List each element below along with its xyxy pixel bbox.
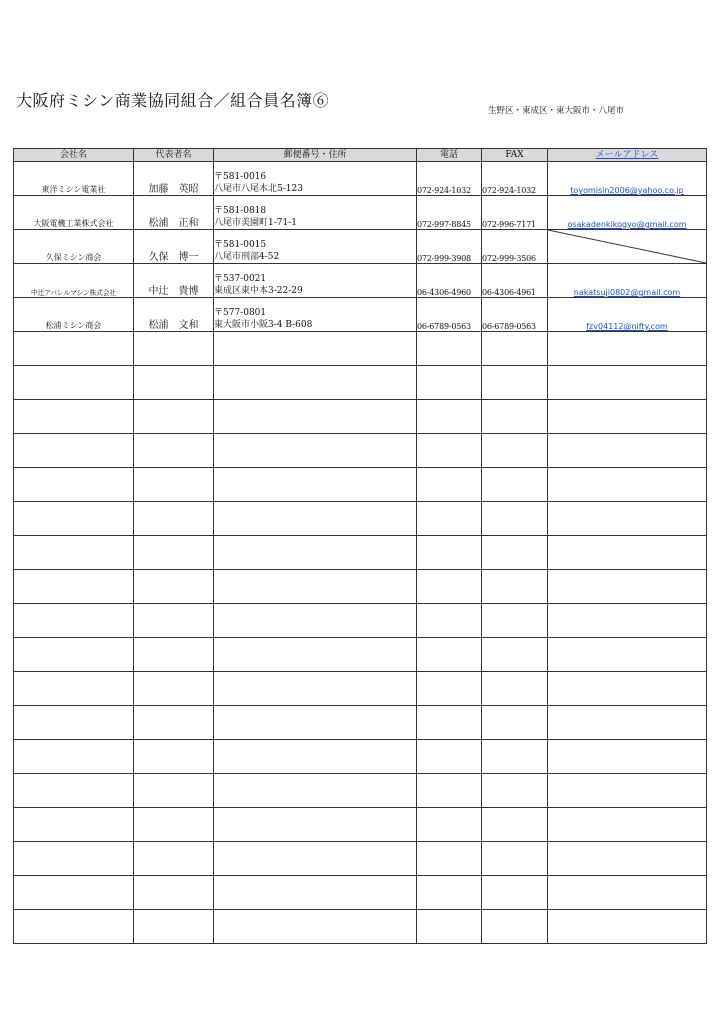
empty-cell xyxy=(14,638,134,672)
email-link[interactable]: fzv04112@nifty.com xyxy=(586,322,668,331)
empty-cell xyxy=(482,740,548,774)
email-cell xyxy=(548,298,707,332)
empty-cell xyxy=(134,604,214,638)
empty-cell xyxy=(482,536,548,570)
table-row xyxy=(14,230,707,264)
empty-cell xyxy=(214,434,417,468)
empty-cell xyxy=(214,774,417,808)
company-name: 久保ミシン商会 xyxy=(14,230,134,264)
empty-cell xyxy=(482,434,548,468)
empty-cell xyxy=(417,672,482,706)
empty-cell xyxy=(214,672,417,706)
representative-name: 加藤 英昭 xyxy=(134,162,214,196)
empty-cell xyxy=(134,434,214,468)
empty-cell xyxy=(548,400,707,434)
empty-cell xyxy=(482,842,548,876)
empty-cell xyxy=(134,740,214,774)
street-address: 八尾市美園町1-71-1 xyxy=(214,218,297,228)
empty-cell xyxy=(417,536,482,570)
address-cell xyxy=(214,162,417,196)
company-name: 東洋ミシン電業社 xyxy=(14,162,134,196)
empty-cell xyxy=(14,332,134,366)
empty-cell xyxy=(134,502,214,536)
address-cell xyxy=(214,298,417,332)
empty-cell xyxy=(548,434,707,468)
empty-cell xyxy=(482,808,548,842)
empty-cell xyxy=(14,502,134,536)
empty-cell xyxy=(417,468,482,502)
empty-cell xyxy=(134,536,214,570)
empty-cell xyxy=(548,604,707,638)
empty-table-row xyxy=(14,366,707,400)
empty-cell xyxy=(214,910,417,944)
empty-cell xyxy=(417,808,482,842)
empty-cell xyxy=(14,706,134,740)
empty-table-row xyxy=(14,876,707,910)
empty-cell xyxy=(417,502,482,536)
empty-cell xyxy=(214,876,417,910)
empty-cell xyxy=(134,808,214,842)
table-row xyxy=(14,196,707,230)
empty-cell xyxy=(482,774,548,808)
fax-number: 072-999-3506 xyxy=(482,230,548,264)
empty-cell xyxy=(417,706,482,740)
empty-cell xyxy=(482,400,548,434)
email-cell xyxy=(548,196,707,230)
empty-cell xyxy=(482,332,548,366)
empty-cell xyxy=(548,706,707,740)
empty-cell xyxy=(214,842,417,876)
fax-number: 06-6789-0563 xyxy=(482,298,548,332)
fax-number: 06-4306-4961 xyxy=(482,264,548,298)
empty-cell xyxy=(214,808,417,842)
representative-name: 松浦 文和 xyxy=(134,298,214,332)
empty-table-row xyxy=(14,842,707,876)
empty-cell xyxy=(417,876,482,910)
empty-cell xyxy=(14,434,134,468)
empty-cell xyxy=(134,910,214,944)
phone-number: 072-924-1032 xyxy=(417,162,482,196)
empty-cell xyxy=(134,400,214,434)
empty-cell xyxy=(548,638,707,672)
street-address: 東成区東中本3-22-29 xyxy=(214,286,303,296)
empty-cell xyxy=(548,842,707,876)
empty-cell xyxy=(548,808,707,842)
empty-cell xyxy=(548,502,707,536)
empty-cell xyxy=(417,400,482,434)
empty-cell xyxy=(14,808,134,842)
empty-table-row xyxy=(14,774,707,808)
diagonal-slash-line xyxy=(548,230,706,263)
address-cell xyxy=(214,196,417,230)
empty-cell xyxy=(417,366,482,400)
empty-cell xyxy=(14,876,134,910)
empty-cell xyxy=(417,604,482,638)
empty-cell xyxy=(214,502,417,536)
company-name: 中辻アパレルマシン株式会社 xyxy=(14,264,134,298)
phone-number: 072-997-8845 xyxy=(417,196,482,230)
representative-name: 久保 博一 xyxy=(134,230,214,264)
empty-cell xyxy=(482,638,548,672)
empty-cell xyxy=(548,876,707,910)
empty-cell xyxy=(214,638,417,672)
header-company: 会社名 xyxy=(14,149,134,162)
empty-cell xyxy=(548,740,707,774)
empty-cell xyxy=(14,910,134,944)
empty-table-row xyxy=(14,332,707,366)
empty-cell xyxy=(134,366,214,400)
empty-cell xyxy=(214,366,417,400)
empty-cell xyxy=(14,672,134,706)
empty-cell xyxy=(482,672,548,706)
empty-cell xyxy=(214,468,417,502)
empty-cell xyxy=(14,774,134,808)
fax-number: 072-924-1032 xyxy=(482,162,548,196)
empty-cell xyxy=(134,468,214,502)
empty-cell xyxy=(14,740,134,774)
empty-cell xyxy=(482,366,548,400)
empty-cell xyxy=(134,638,214,672)
empty-cell xyxy=(134,842,214,876)
header-phone: 電話 xyxy=(417,149,482,162)
empty-cell xyxy=(548,774,707,808)
empty-cell xyxy=(214,706,417,740)
table-row xyxy=(14,298,707,332)
empty-cell xyxy=(482,468,548,502)
empty-cell xyxy=(417,910,482,944)
empty-cell xyxy=(134,672,214,706)
postal-code: 〒581-0015 xyxy=(214,240,267,250)
empty-cell xyxy=(417,638,482,672)
document-subtitle: 生野区・東成区・東大阪市・八尾市 xyxy=(488,106,625,116)
empty-table-row xyxy=(14,468,707,502)
email-cell xyxy=(548,162,707,196)
empty-cell xyxy=(482,570,548,604)
header-address: 郵便番号・住所 xyxy=(214,149,417,162)
document-title: 大阪府ミシン商業協同組合／組合員名簿⑥ xyxy=(16,91,330,110)
address-cell xyxy=(214,230,417,264)
header-fax: FAX xyxy=(482,149,548,162)
postal-code: 〒581-0818 xyxy=(214,206,267,216)
empty-cell xyxy=(482,502,548,536)
empty-cell xyxy=(482,706,548,740)
empty-table-row xyxy=(14,536,707,570)
empty-cell xyxy=(417,332,482,366)
empty-cell xyxy=(14,536,134,570)
company-name: 松浦ミシン商会 xyxy=(14,298,134,332)
empty-table-row xyxy=(14,502,707,536)
empty-cell xyxy=(548,468,707,502)
empty-cell xyxy=(134,876,214,910)
table-row xyxy=(14,162,707,196)
table-header-row xyxy=(14,149,707,162)
representative-name: 中辻 貴博 xyxy=(134,264,214,298)
street-address: 八尾市八尾木北5-123 xyxy=(214,184,303,194)
empty-cell xyxy=(548,910,707,944)
company-name: 大阪電機工業株式会社 xyxy=(14,196,134,230)
empty-cell xyxy=(417,740,482,774)
empty-cell xyxy=(417,434,482,468)
empty-cell xyxy=(14,400,134,434)
postal-code: 〒537-0021 xyxy=(214,274,267,284)
empty-cell xyxy=(482,604,548,638)
empty-table-row xyxy=(14,604,707,638)
table-row xyxy=(14,264,707,298)
email-cell xyxy=(548,264,707,298)
empty-table-row xyxy=(14,808,707,842)
empty-cell xyxy=(14,604,134,638)
empty-cell xyxy=(134,332,214,366)
empty-cell xyxy=(214,332,417,366)
email-cell-empty xyxy=(548,230,707,264)
empty-cell xyxy=(417,842,482,876)
empty-cell xyxy=(417,570,482,604)
empty-table-row xyxy=(14,672,707,706)
empty-cell xyxy=(14,842,134,876)
header-representative: 代表者名 xyxy=(134,149,214,162)
empty-table-row xyxy=(14,400,707,434)
empty-cell xyxy=(214,400,417,434)
empty-cell xyxy=(214,740,417,774)
empty-cell xyxy=(134,706,214,740)
postal-code: 〒581-0016 xyxy=(214,172,267,182)
empty-cell xyxy=(417,774,482,808)
header-email: メールアドレス xyxy=(548,149,707,162)
email-link[interactable]: toyomisin2006@yahoo.co.jp xyxy=(570,186,684,195)
empty-table-row xyxy=(14,638,707,672)
representative-name: 松浦 正和 xyxy=(134,196,214,230)
empty-cell xyxy=(214,570,417,604)
empty-cell xyxy=(548,672,707,706)
empty-cell xyxy=(14,366,134,400)
empty-cell xyxy=(482,876,548,910)
street-address: 八尾市刑部4-52 xyxy=(214,252,280,262)
phone-number: 06-6789-0563 xyxy=(417,298,482,332)
empty-table-row xyxy=(14,740,707,774)
empty-table-row xyxy=(14,910,707,944)
phone-number: 072-999-3908 xyxy=(417,230,482,264)
fax-number: 072-996-7171 xyxy=(482,196,548,230)
empty-cell xyxy=(548,536,707,570)
phone-number: 06-4306-4960 xyxy=(417,264,482,298)
empty-cell xyxy=(548,570,707,604)
empty-cell xyxy=(134,774,214,808)
empty-cell xyxy=(14,570,134,604)
address-cell xyxy=(214,264,417,298)
empty-table-row xyxy=(14,434,707,468)
postal-code: 〒577-0801 xyxy=(214,308,267,318)
member-roster-table xyxy=(13,148,707,944)
empty-table-row xyxy=(14,706,707,740)
empty-cell xyxy=(214,536,417,570)
empty-cell xyxy=(214,604,417,638)
empty-cell xyxy=(548,366,707,400)
street-address: 東大阪市小阪3-4 B-608 xyxy=(214,320,313,330)
empty-cell xyxy=(134,570,214,604)
email-link[interactable]: osakadenkikogyo@gmail.com xyxy=(567,220,687,229)
empty-cell xyxy=(548,332,707,366)
empty-table-row xyxy=(14,570,707,604)
empty-cell xyxy=(14,468,134,502)
empty-cell xyxy=(482,910,548,944)
email-link[interactable]: nakatsuji0802@gmail.com xyxy=(573,288,681,297)
